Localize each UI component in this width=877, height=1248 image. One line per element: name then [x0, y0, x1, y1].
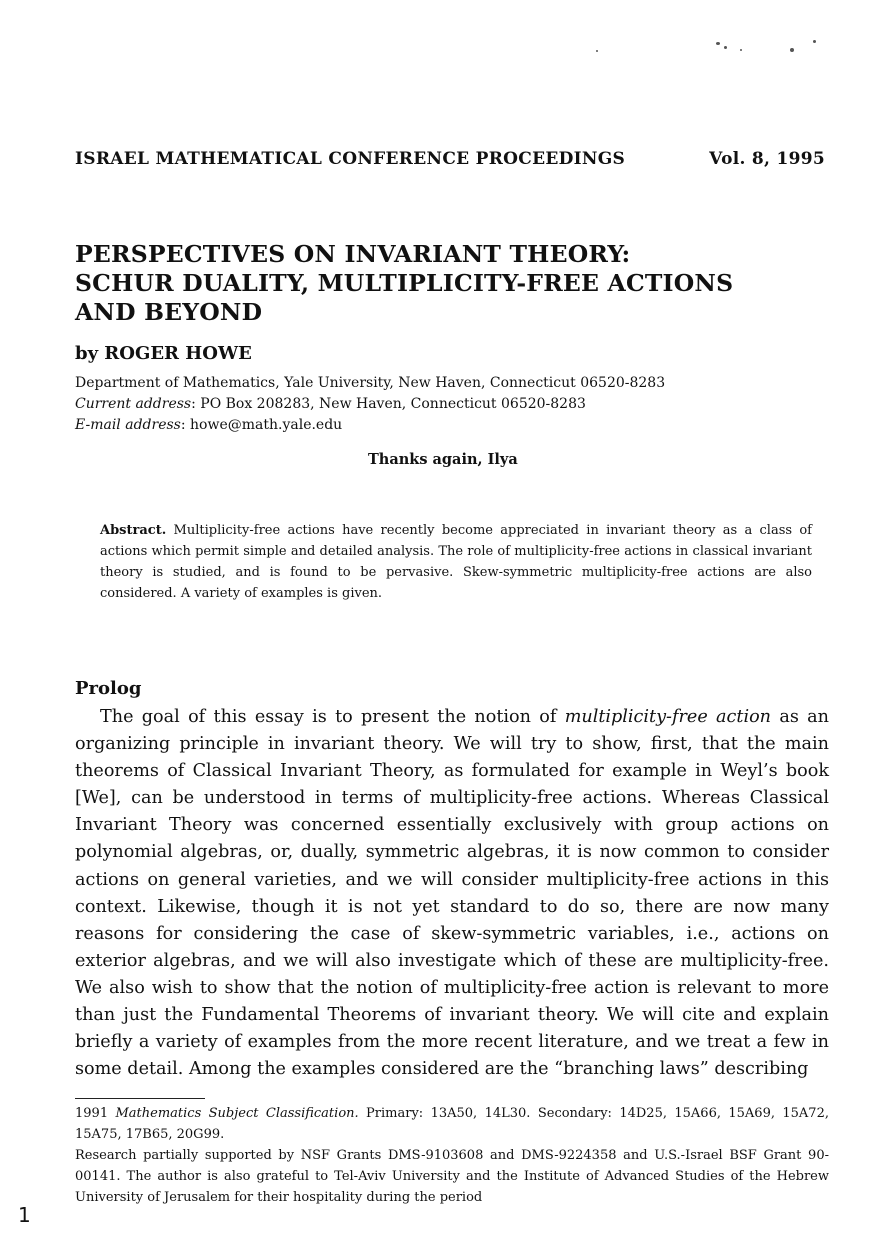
- email-label: E-mail address: [75, 417, 181, 433]
- author-name: by ROGER HOWE: [75, 343, 252, 364]
- emphasis: multiplicity-free action: [564, 707, 772, 727]
- text-run: as an organizing principle in invariant theory. We will try to show, first, that the main theorems of Classical Invariant Theory, as formulated for example in Weyl’s book [We], can be understood in terms of multiplicity-free actions. Whereas Classical Invariant Theory was concerned essentially exclusively with group actions on polynomial algebras, or, dually, symmetric algebras, it is now common to consider actions on general varieties, and we will consider multiplicity-free actions in this context. Likewise, though it is not yet standard to do so, there are now many reasons for considering the case of skew-symmetric variables, i.e., actions on exterior algebras, and we will also investigate which of these are multiplicity-free. We also wish to show that the notion of multiplicity-free action is relevant to more than just the Fundamental Theorems of invariant theory. We will cite and explain briefly a variety of examples from the more recent literature, and we treat a few in some detail. Among the examples considered are the “branching laws” describing: [75, 707, 830, 1080]
- journal-name: ISRAEL MATHEMATICAL CONFERENCE PROCEEDINGS: [75, 149, 626, 169]
- dedication: Thanks again, Ilya: [368, 451, 518, 468]
- footnote-rule: [75, 1098, 205, 1099]
- footnotes: [75, 1103, 829, 1208]
- volume-year: Vol. 8, 1995: [709, 149, 825, 169]
- email-value: : howe@math.yale.edu: [180, 417, 343, 433]
- abstract-label: Abstract.: [100, 523, 167, 538]
- msc-codes: Primary: 13A50, 14L30. Secondary: 14D25, 15A66, 15A69, 15A72, 15A75, 17B65, 20G99.: [75, 1106, 829, 1142]
- title-line: PERSPECTIVES ON INVARIANT THEORY:: [75, 240, 631, 268]
- current-address: [75, 396, 586, 412]
- paragraph: [75, 704, 829, 1083]
- current-address-label: Current address: [75, 396, 192, 412]
- section-title: Prolog: [75, 678, 142, 699]
- paper-title: [75, 240, 733, 327]
- title-line: SCHUR DUALITY, MULTIPLICITY-FREE ACTIONS: [75, 269, 734, 297]
- body-text: [75, 704, 829, 1083]
- current-address-value: : PO Box 208283, New Haven, Connecticut 06520-8283: [191, 396, 586, 412]
- msc-year: 1991: [75, 1106, 116, 1121]
- title-line: AND BEYOND: [75, 298, 263, 326]
- abstract-text: Multiplicity-free actions have recently become appreciated in invariant theory as a class of actions which permit simple and detailed analysis. The role of multiplicity-free actions in classical invariant theory is studied, and is found to be pervasive. Skew-symmetric multiplicity-free actions are also considered. A variety of examples is given.: [100, 523, 812, 601]
- journal-header: [75, 149, 825, 169]
- support-footnote: Research partially supported by NSF Grants DMS-9103608 and DMS-9224358 and U.S.-Israel BSF Grant 90-00141. The author is also grateful to Tel-Aviv University and the Institute of Advanced Studies of the Hebrew University of Jerusalem for their hospitality during the period: [75, 1148, 829, 1205]
- email-address: [75, 417, 342, 433]
- page-number: 1: [18, 1203, 31, 1227]
- msc-footnote: [75, 1103, 829, 1145]
- department: Department of Mathematics, Yale University, New Haven, Connecticut 06520-8283: [75, 375, 666, 391]
- abstract: [100, 520, 812, 604]
- text-run: The goal of this essay is to present the notion of: [100, 707, 565, 727]
- msc-label: Mathematics Subject Classification.: [115, 1106, 359, 1121]
